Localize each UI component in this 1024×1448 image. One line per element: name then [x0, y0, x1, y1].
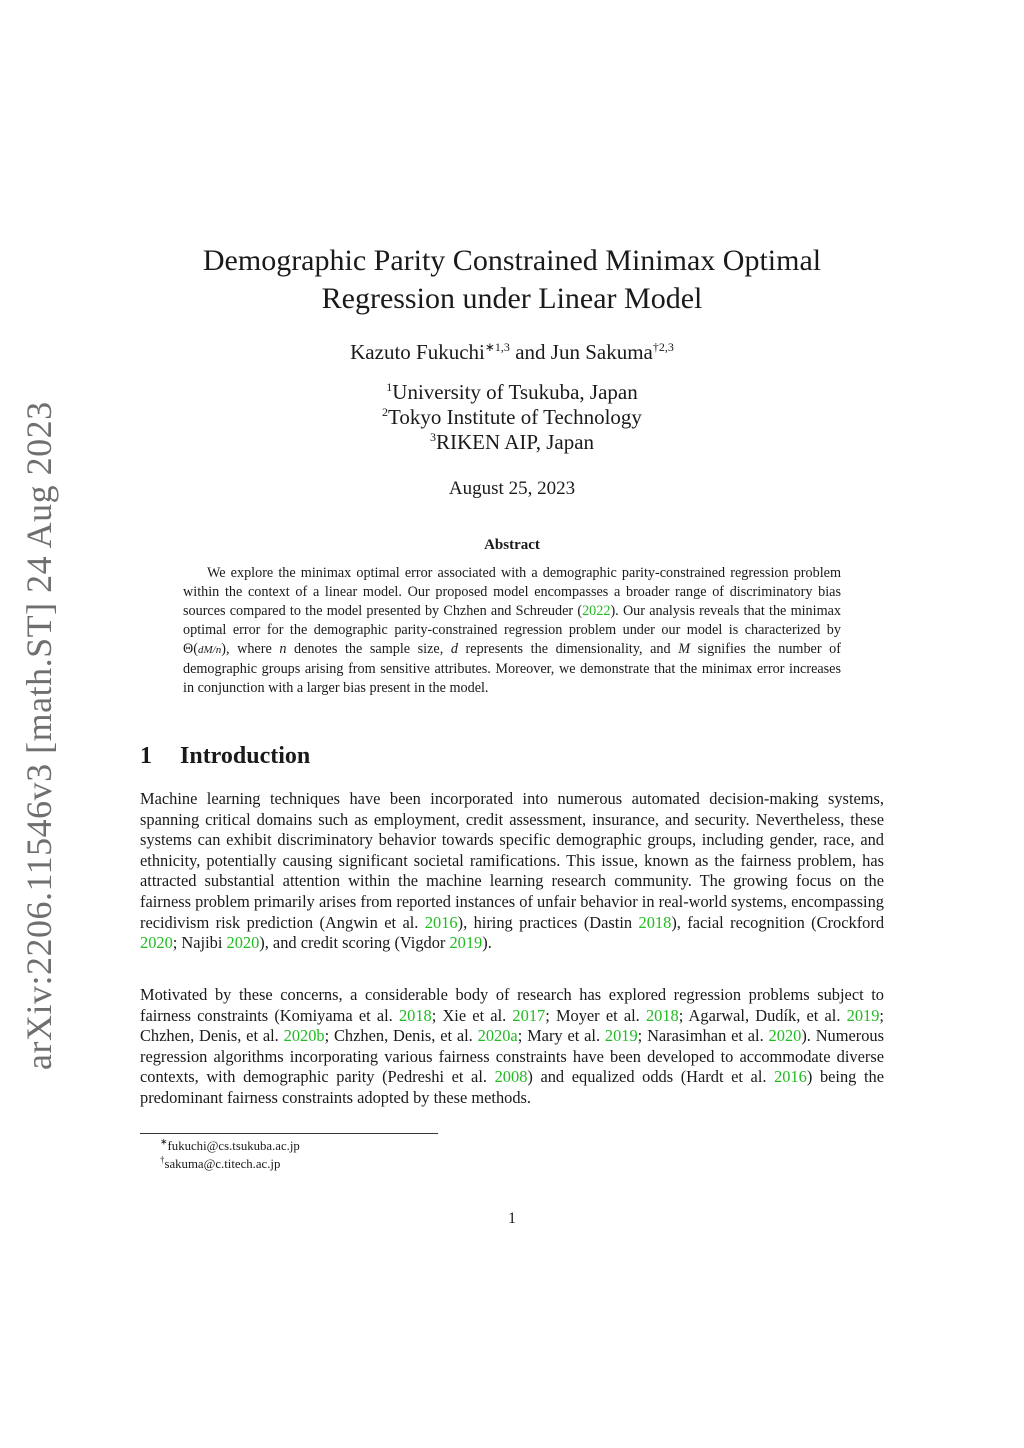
abstract-body [183, 564, 841, 698]
citation-link[interactable]: 2020 [140, 933, 173, 953]
abstract-text: We explore the minimax optimal error associated with a demographic parity-constrained regression problem within the context of a linear model. Our proposed model encompasses a broader range of discriminatory bias sources compared to the model presented by Chzhen and Schreuder ( [183, 565, 841, 619]
footnote-1-mark: ∗ [160, 1136, 168, 1147]
body-text: ), and credit scoring (Vigdor [259, 933, 450, 953]
body-text: ; Chzhen, Denis, et al. [324, 1026, 478, 1046]
citation-link[interactable]: 2008 [494, 1067, 528, 1087]
body-text: ; Agarwal, Dudík, et al. [678, 1005, 847, 1025]
math-var-d: d [450, 641, 458, 657]
footnotes [160, 1137, 300, 1173]
citation-link[interactable]: 2020 [226, 933, 260, 953]
section-title: Introduction [180, 743, 311, 769]
body-text: ). [482, 933, 492, 953]
citation-link[interactable]: 2018 [638, 912, 672, 932]
author-2-marks: †2,3 [652, 340, 674, 354]
page-number: 1 [508, 1210, 516, 1227]
author-1-marks: ∗1,3 [484, 340, 510, 354]
citation-link[interactable]: 2018 [398, 1005, 432, 1025]
body-text: ; Chzhen, Denis, et al. [140, 1005, 884, 1046]
footnote-2 [160, 1155, 300, 1173]
body-text: ; Narasimhan et al. [637, 1026, 769, 1046]
body-text: ; Moyer et al. [545, 1005, 646, 1025]
footnote-2-email[interactable]: sakuma@c.titech.ac.jp [164, 1157, 281, 1171]
author-list [140, 340, 884, 365]
body-text: ), facial recognition (Crockford [671, 912, 885, 932]
footnote-1-email[interactable]: fukuchi@cs.tsukuba.ac.jp [167, 1139, 300, 1153]
paper-date: August 25, 2023 [448, 478, 576, 499]
body-text: ). Numerous regression algorithms incorporating various fairness constraints have been developed to accommodate diverse contexts, with demographic parity (Pedreshi et al. [140, 1026, 885, 1087]
affiliation-3 [140, 430, 884, 455]
citation-link[interactable]: 2018 [645, 1005, 679, 1025]
affiliation-list [140, 380, 884, 455]
abstract-text: ). Our analysis reveals that the minimax optimal error for the demographic parity-constrained regression problem under our model is characterized by Θ( [183, 603, 842, 657]
citation-link[interactable]: 2020b [283, 1026, 325, 1046]
affiliation-1-name: University of Tsukuba, Japan [392, 380, 638, 404]
intro-paragraph-1 [140, 789, 884, 954]
body-text: ) being the predominant fairness constraints adopted by these methods. [140, 1067, 884, 1107]
abstract-heading: Abstract [484, 537, 540, 553]
affiliation-2 [140, 405, 884, 430]
math-var-n: n [279, 641, 287, 657]
footnote-2-mark: † [160, 1154, 165, 1165]
abstract-text: denotes the sample size, [286, 641, 451, 657]
math-var-m: M [678, 641, 691, 657]
body-text: Motivated by these concerns, a considerable body of research has explored regression problems subject to fairness constraints (Komiyama et al. [140, 985, 884, 1025]
body-text: ; Najibi [172, 933, 227, 953]
author-conjunction: and [509, 340, 551, 364]
body-text: ; Mary et al. [517, 1026, 605, 1046]
affiliation-3-name: RIKEN AIP, Japan [435, 430, 595, 454]
author-1-name: Kazuto Fukuchi [350, 340, 485, 364]
citation-link[interactable]: 2016 [774, 1067, 807, 1087]
citation-link[interactable]: 2020a [477, 1026, 518, 1046]
abstract-text: signifies the number of demographic groups arising from sensitive attributes. Moreover, we demonstrate that the minimax error increases in conjunction with a larger bias present in the model. [183, 641, 841, 696]
citation-link[interactable]: 2017 [512, 1005, 546, 1025]
abstract-text: represents the dimensionality, and [457, 641, 679, 657]
citation-link[interactable]: 2022 [582, 603, 611, 619]
title-line-2: Regression under Linear Model [321, 282, 703, 315]
citation-link[interactable]: 2016 [424, 912, 458, 932]
math-rate: dM/n [197, 644, 222, 656]
body-text: Machine learning techniques have been incorporated into numerous automated decision-making systems, spanning critical domains such as employment, credit assessment, insurance, and security. Nevertheless, these systems can exhibit discriminatory behavior towards specific demographic groups, including gender, race, and ethnicity, potentially causing significant societal ramifications. This issue, known as the fairness problem, has attracted substantial attention within the machine learning research community. The growing focus on the fairness problem primarily arises from reported instances of unfair behavior in real-world systems, encompassing recidivism risk prediction (Angwin et al. [140, 789, 884, 932]
arxiv-sidebar-stamp: arXiv:2206.11546v3 [math.ST] 24 Aug 2023 [19, 401, 59, 1070]
citation-link[interactable]: 2019 [449, 933, 483, 953]
affiliation-3-mark: 3 [429, 430, 436, 444]
title-line-1: Demographic Parity Constrained Minimax Optimal [202, 244, 822, 277]
intro-paragraph-2 [140, 985, 884, 1109]
citation-link[interactable]: 2019 [604, 1026, 638, 1046]
footnote-divider [140, 1133, 438, 1134]
affiliation-2-mark: 2 [382, 405, 389, 419]
footnote-1 [160, 1137, 300, 1155]
body-text: ) and equalized odds (Hardt et al. [527, 1067, 775, 1087]
affiliation-1-mark: 1 [386, 380, 393, 394]
citation-link[interactable]: 2019 [846, 1005, 880, 1025]
section-number: 1 [140, 743, 152, 769]
abstract-text: ), where [221, 641, 280, 657]
affiliation-2-name: Tokyo Institute of Technology [388, 405, 642, 429]
section-heading-introduction [140, 743, 310, 770]
citation-link[interactable]: 2020 [768, 1026, 802, 1046]
author-2-name: Jun Sakuma [550, 340, 653, 364]
body-text: ; Xie et al. [431, 1005, 513, 1025]
paper-title [140, 242, 884, 318]
affiliation-1 [140, 380, 884, 405]
body-text: ), hiring practices (Dastin [457, 912, 639, 932]
